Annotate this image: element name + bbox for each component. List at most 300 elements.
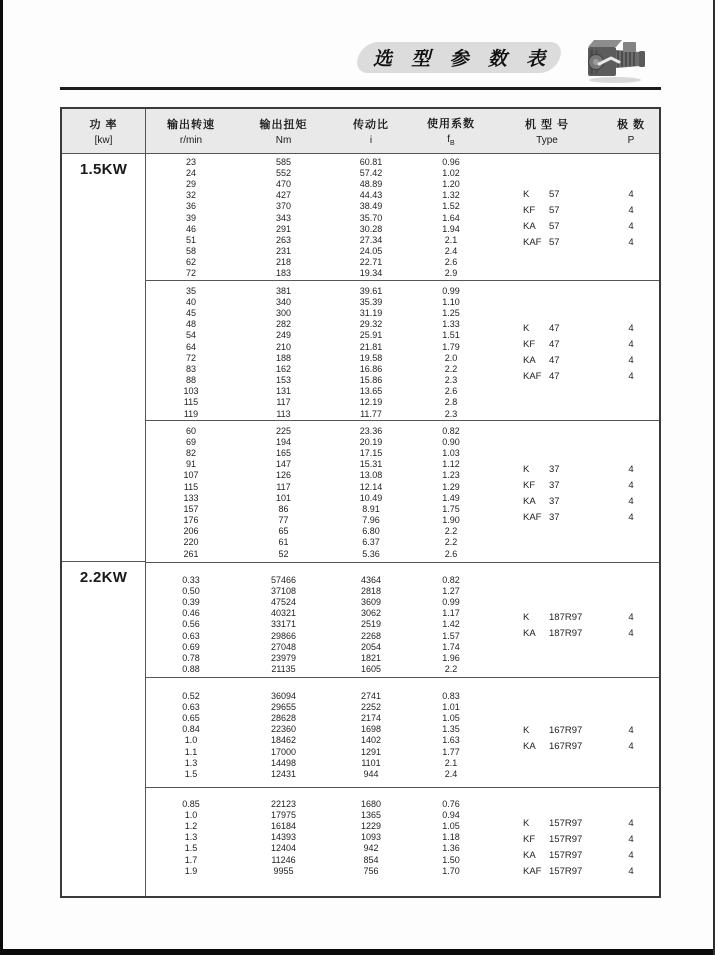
- output-speed-cell: 220: [183, 537, 199, 548]
- output-speed-cell: 115: [183, 481, 199, 492]
- ratio-cell: 35.39: [359, 296, 383, 307]
- header-rule: [60, 87, 661, 90]
- output-speed-cell: 72: [185, 352, 196, 363]
- output-torque-cell: 194: [275, 436, 292, 447]
- service-factor-cell: 1.05: [442, 820, 460, 831]
- output-speed-cell: 1.3: [184, 832, 198, 843]
- ratio-cell: 6.80: [362, 526, 380, 537]
- output-torque-cell: 27048: [270, 641, 297, 652]
- model-type-cell: KA 157R97: [523, 849, 583, 861]
- header-output-speed: 输出转速 r/min: [167, 119, 215, 146]
- service-factor-cell: 2.6: [444, 548, 458, 559]
- ratio-column: [331, 425, 411, 562]
- poles-column: [603, 425, 659, 562]
- model-type-cell: KAF 47: [523, 371, 560, 382]
- output-torque-cell: 12404: [270, 843, 297, 854]
- output-torque-cell: 29655: [270, 701, 297, 712]
- output-torque-cell: 65: [278, 526, 289, 537]
- ratio-cell: 756: [363, 865, 379, 876]
- output-speed-cell: 91: [185, 459, 196, 470]
- output-torque-cell: 340: [275, 296, 292, 307]
- output-torque-cell: 585: [275, 156, 292, 167]
- output-speed-cell: 39: [185, 212, 196, 223]
- service-factor-cell: 0.90: [442, 436, 460, 447]
- output-torque-cell: 113: [276, 408, 291, 419]
- output-speed-cell: 0.33: [182, 574, 200, 585]
- ratio-cell: 7.96: [362, 515, 380, 526]
- ratio-cell: 1229: [360, 820, 382, 831]
- ratio-cell: 11.77: [360, 408, 382, 419]
- ratio-cell: 1402: [360, 735, 382, 746]
- output-speed-column: [146, 285, 236, 420]
- output-speed-cell: 0.78: [182, 652, 200, 663]
- service-factor-cell: 1.79: [442, 341, 460, 352]
- service-factor-cell: 1.05: [442, 712, 460, 723]
- poles-cell: 4: [628, 236, 634, 248]
- ratio-cell: 24.05: [359, 246, 383, 257]
- output-torque-cell: 183: [275, 268, 292, 279]
- ratio-cell: 10.49: [359, 492, 383, 503]
- service-factor-cell: 2.8: [444, 397, 458, 408]
- service-factor-cell: 1.10: [442, 296, 460, 307]
- service-factor-cell: 1.74: [442, 641, 460, 652]
- service-factor-cell: 0.94: [442, 809, 460, 820]
- service-factor-cell: 2.1: [444, 757, 458, 768]
- output-speed-cell: 1.5: [184, 843, 198, 854]
- ratio-cell: 8.91: [362, 503, 380, 514]
- service-factor-cell: 1.01: [442, 701, 460, 712]
- service-factor-cell: 2.2: [444, 526, 458, 537]
- output-speed-cell: 60: [185, 425, 196, 436]
- service-factor-cell: 1.23: [442, 470, 460, 481]
- service-factor-cell: 2.4: [444, 768, 458, 779]
- output-torque-cell: 300: [275, 307, 292, 318]
- ratio-cell: 39.61: [359, 285, 383, 296]
- output-speed-cell: 40: [185, 296, 196, 307]
- poles-cell: 4: [628, 371, 634, 382]
- model-type-cell: K 37: [523, 464, 560, 475]
- poles-cell: 4: [628, 204, 634, 216]
- output-speed-cell: 32: [185, 190, 196, 201]
- output-speed-cell: 0.84: [182, 724, 200, 735]
- poles-cell: 4: [628, 323, 634, 334]
- service-factor-cell: 2.6: [444, 257, 458, 268]
- service-factor-cell: 1.12: [442, 459, 460, 470]
- output-torque-cell: 22360: [270, 724, 297, 735]
- output-torque-column: [236, 425, 331, 562]
- ratio-cell: 20.19: [359, 436, 383, 447]
- poles-cell: 4: [628, 339, 634, 350]
- ratio-cell: 1365: [360, 809, 382, 820]
- service-factor-cell: 1.50: [442, 854, 460, 865]
- scan-edge-left: [0, 0, 3, 955]
- ratio-column: [331, 798, 411, 896]
- output-torque-cell: 77: [278, 515, 289, 526]
- ratio-cell: 27.34: [359, 234, 383, 245]
- output-torque-cell: 291: [275, 223, 292, 234]
- output-torque-cell: 147: [275, 459, 292, 470]
- output-torque-cell: 52: [278, 548, 289, 559]
- model-type-cell: KF 37: [523, 480, 560, 491]
- output-torque-column: [236, 690, 331, 787]
- page-title: 选 型 参 数 表: [372, 49, 553, 70]
- output-speed-cell: 0.88: [182, 664, 200, 675]
- output-speed-cell: 0.50: [182, 585, 200, 596]
- service-factor-cell: 1.57: [442, 630, 460, 641]
- poles-cell: 4: [628, 817, 634, 829]
- output-speed-cell: 48: [185, 319, 196, 330]
- model-type-cell: KF 157R97: [523, 833, 583, 845]
- output-torque-cell: 231: [275, 246, 292, 257]
- output-speed-cell: 51: [185, 234, 196, 245]
- model-type-column: [491, 285, 603, 420]
- service-factor-cell: 2.6: [444, 386, 458, 397]
- poles-column: [603, 156, 659, 280]
- output-torque-cell: 9955: [273, 865, 294, 876]
- poles-cell: 4: [628, 628, 634, 639]
- ratio-cell: 1698: [360, 724, 382, 735]
- output-torque-cell: 126: [275, 470, 292, 481]
- service-factor-column: [411, 285, 491, 420]
- service-factor-cell: 1.49: [442, 492, 460, 503]
- output-speed-cell: 0.63: [182, 701, 200, 712]
- selection-parameter-table: [60, 107, 661, 898]
- output-torque-cell: 86: [278, 503, 289, 514]
- header-poles: 极 数 P: [616, 119, 646, 146]
- service-factor-cell: 1.17: [442, 608, 460, 619]
- service-factor-cell: 1.42: [442, 619, 460, 630]
- ratio-cell: 1605: [360, 664, 382, 675]
- ratio-cell: 1093: [360, 832, 382, 843]
- output-torque-cell: 33171: [270, 619, 297, 630]
- output-torque-cell: 153: [275, 375, 292, 386]
- service-factor-cell: 1.27: [442, 585, 460, 596]
- table-block-k167r97: [146, 677, 659, 787]
- service-factor-cell: 1.25: [442, 307, 460, 318]
- output-torque-cell: 370: [275, 201, 292, 212]
- output-speed-cell: 0.65: [182, 712, 200, 723]
- service-factor-cell: 2.1: [444, 234, 458, 245]
- ratio-cell: 2174: [360, 712, 382, 723]
- output-torque-cell: 29866: [270, 630, 297, 641]
- ratio-cell: 23.36: [359, 425, 383, 436]
- service-factor-cell: 2.2: [444, 537, 458, 548]
- poles-cell: 4: [628, 220, 634, 232]
- service-factor-cell: 2.3: [444, 375, 458, 386]
- service-factor-cell: 1.20: [442, 178, 460, 189]
- output-speed-cell: 1.3: [184, 757, 198, 768]
- output-torque-cell: 36094: [270, 690, 297, 701]
- output-speed-cell: 35: [185, 285, 196, 296]
- output-torque-cell: 552: [275, 167, 292, 178]
- output-speed-cell: 261: [183, 548, 199, 559]
- output-speed-cell: 1.1: [184, 746, 198, 757]
- power-section-1: [62, 154, 145, 562]
- output-torque-cell: 427: [275, 190, 292, 201]
- ratio-cell: 30.28: [359, 223, 383, 234]
- output-speed-cell: 133: [183, 492, 199, 503]
- service-factor-cell: 1.29: [442, 481, 460, 492]
- output-torque-cell: 12431: [270, 768, 297, 779]
- title-banner: [353, 42, 565, 73]
- power-label: 2.2KW: [79, 569, 128, 586]
- ratio-cell: 12.14: [359, 481, 383, 492]
- ratio-cell: 29.32: [359, 319, 383, 330]
- ratio-cell: 2054: [360, 641, 382, 652]
- output-speed-column: [146, 798, 236, 896]
- poles-cell: 4: [628, 480, 634, 491]
- output-speed-cell: 1.9: [184, 865, 198, 876]
- output-speed-cell: 46: [185, 223, 196, 234]
- output-torque-cell: 249: [275, 330, 292, 341]
- model-type-cell: K 57: [523, 188, 560, 200]
- service-factor-cell: 2.9: [444, 268, 458, 279]
- output-torque-cell: 14498: [270, 757, 297, 768]
- service-factor-cell: 1.52: [442, 201, 460, 212]
- ratio-cell: 22.71: [359, 257, 383, 268]
- service-factor-column: [411, 690, 491, 787]
- output-torque-cell: 18462: [270, 735, 297, 746]
- ratio-cell: 44.43: [359, 190, 383, 201]
- output-torque-cell: 470: [275, 178, 292, 189]
- scan-edge-bottom: [0, 949, 715, 955]
- output-speed-cell: 103: [183, 386, 199, 397]
- output-torque-cell: 162: [275, 363, 292, 374]
- model-type-cell: KAF 57: [523, 236, 560, 248]
- output-torque-cell: 16184: [270, 820, 297, 831]
- model-type-cell: KA 37: [523, 496, 560, 507]
- ratio-cell: 17.15: [359, 447, 383, 458]
- output-torque-cell: 37108: [270, 585, 297, 596]
- ratio-cell: 25.91: [359, 330, 383, 341]
- output-speed-cell: 206: [183, 526, 199, 537]
- model-type-cell: KA 167R97: [523, 741, 583, 752]
- ratio-cell: 1101: [361, 757, 381, 768]
- service-factor-cell: 1.33: [442, 319, 460, 330]
- model-type-cell: K 157R97: [523, 817, 583, 829]
- service-factor-cell: 1.90: [442, 515, 460, 526]
- output-speed-cell: 83: [185, 363, 196, 374]
- output-speed-cell: 176: [183, 515, 199, 526]
- ratio-cell: 944: [363, 768, 379, 779]
- output-torque-cell: 22123: [270, 798, 297, 809]
- service-factor-cell: 2.4: [444, 246, 458, 257]
- output-torque-cell: 210: [275, 341, 292, 352]
- output-torque-cell: 188: [275, 352, 292, 363]
- table-block-k187r97: [146, 562, 659, 677]
- output-speed-cell: 1.0: [184, 809, 198, 820]
- output-torque-cell: 21135: [271, 664, 296, 675]
- header-model-type: 机 型 号 Type: [524, 119, 570, 146]
- output-torque-cell: 117: [276, 397, 291, 408]
- service-factor-column: [411, 574, 491, 677]
- ratio-cell: 13.65: [359, 386, 383, 397]
- ratio-cell: 19.58: [359, 352, 383, 363]
- service-factor-column: [411, 425, 491, 562]
- ratio-cell: 2818: [360, 585, 382, 596]
- header-power: 功 率 [kw]: [62, 109, 146, 153]
- data-column: [146, 154, 659, 896]
- output-speed-cell: 0.52: [182, 690, 200, 701]
- ratio-cell: 15.86: [359, 375, 383, 386]
- ratio-cell: 16.86: [359, 363, 383, 374]
- ratio-cell: 4364: [360, 574, 382, 585]
- service-factor-cell: 0.99: [442, 596, 460, 607]
- header-ratio: 传动比 i: [353, 119, 389, 146]
- output-speed-cell: 0.46: [182, 608, 200, 619]
- output-torque-column: [236, 156, 331, 280]
- ratio-cell: 13.08: [359, 470, 383, 481]
- poles-cell: 4: [628, 849, 634, 861]
- service-factor-cell: 1.64: [442, 212, 460, 223]
- output-speed-column: [146, 690, 236, 787]
- output-torque-cell: 225: [275, 425, 292, 436]
- service-factor-cell: 2.2: [444, 363, 458, 374]
- output-torque-cell: 117: [276, 481, 291, 492]
- ratio-cell: 854: [363, 854, 379, 865]
- output-torque-cell: 23979: [270, 652, 297, 663]
- poles-cell: 4: [628, 865, 634, 877]
- output-speed-cell: 72: [185, 268, 196, 279]
- service-factor-cell: 1.63: [442, 735, 460, 746]
- service-factor-cell: 2.2: [444, 664, 458, 675]
- ratio-cell: 1291: [360, 746, 382, 757]
- service-factor-column: [411, 798, 491, 896]
- output-torque-cell: 61: [278, 537, 289, 548]
- output-speed-cell: 107: [183, 470, 199, 481]
- output-speed-cell: 54: [185, 330, 196, 341]
- model-type-cell: KA 187R97: [523, 628, 583, 639]
- ratio-cell: 60.81: [359, 156, 383, 167]
- ratio-cell: 15.31: [359, 459, 383, 470]
- model-type-cell: K 187R97: [523, 612, 583, 623]
- header-service-factor: 使用系数 $f_B$: [427, 118, 475, 147]
- service-factor-column: [411, 156, 491, 280]
- model-type-cell: KA 57: [523, 220, 560, 232]
- ratio-cell: 6.37: [362, 537, 380, 548]
- power-section-2: [62, 562, 145, 896]
- service-factor-cell: 1.18: [442, 832, 460, 843]
- ratio-cell: 2268: [360, 630, 382, 641]
- service-factor-cell: 0.83: [442, 690, 460, 701]
- output-speed-cell: 0.69: [182, 641, 200, 652]
- model-type-column: [491, 574, 603, 677]
- model-type-column: [491, 690, 603, 787]
- model-type-cell: KF 47: [523, 339, 560, 350]
- output-speed-cell: 0.63: [182, 630, 200, 641]
- service-factor-cell: 1.36: [442, 843, 460, 854]
- output-speed-cell: 64: [185, 341, 196, 352]
- output-speed-cell: 0.56: [182, 619, 200, 630]
- poles-cell: 4: [628, 496, 634, 507]
- ratio-cell: 19.34: [359, 268, 383, 279]
- ratio-cell: 57.42: [359, 167, 383, 178]
- output-speed-cell: 1.5: [184, 768, 198, 779]
- output-torque-column: [236, 798, 331, 896]
- table-block-k47: [146, 280, 659, 420]
- output-speed-column: [146, 156, 236, 280]
- model-type-column: [491, 425, 603, 562]
- poles-cell: 4: [628, 512, 634, 523]
- service-factor-cell: 1.94: [442, 223, 460, 234]
- service-factor-cell: 1.77: [442, 746, 460, 757]
- poles-cell: 4: [628, 188, 634, 200]
- ratio-column: [331, 574, 411, 677]
- service-factor-cell: 2.3: [444, 408, 458, 419]
- table-block-k57: [146, 154, 659, 280]
- service-factor-cell: 1.35: [442, 724, 460, 735]
- ratio-cell: 1680: [360, 798, 382, 809]
- service-factor-cell: 0.82: [442, 425, 460, 436]
- model-type-column: [491, 156, 603, 280]
- ratio-column: [331, 156, 411, 280]
- service-factor-cell: 1.70: [442, 865, 460, 876]
- table-header-row: [62, 109, 659, 154]
- output-torque-cell: 282: [275, 319, 292, 330]
- output-speed-cell: 58: [185, 246, 196, 257]
- service-factor-cell: 1.96: [442, 652, 460, 663]
- output-speed-cell: 29: [185, 178, 196, 189]
- service-factor-cell: 1.02: [442, 167, 460, 178]
- output-speed-cell: 82: [185, 447, 196, 458]
- ratio-cell: 38.49: [359, 201, 383, 212]
- poles-column: [603, 285, 659, 420]
- output-torque-cell: 165: [275, 447, 292, 458]
- ratio-column: [331, 690, 411, 787]
- model-type-cell: K 47: [523, 323, 560, 334]
- table-body: [62, 154, 659, 896]
- power-label: 1.5KW: [79, 161, 128, 178]
- poles-cell: 4: [628, 833, 634, 845]
- output-torque-cell: 11246: [271, 854, 296, 865]
- output-speed-cell: 1.2: [184, 820, 198, 831]
- ratio-cell: 48.89: [359, 178, 383, 189]
- output-torque-cell: 47524: [270, 596, 297, 607]
- output-speed-cell: 88: [185, 375, 196, 386]
- ratio-cell: 35.70: [359, 212, 383, 223]
- model-type-cell: KA 47: [523, 355, 560, 366]
- table-block-k157r97: [146, 787, 659, 896]
- service-factor-cell: 0.96: [442, 156, 460, 167]
- output-speed-cell: 1.0: [184, 735, 198, 746]
- output-torque-cell: 101: [275, 492, 292, 503]
- poles-column: [603, 798, 659, 896]
- output-torque-column: [236, 574, 331, 677]
- output-torque-cell: 28628: [270, 712, 297, 723]
- output-speed-column: [146, 574, 236, 677]
- poles-cell: 4: [628, 725, 634, 736]
- ratio-cell: 942: [363, 843, 379, 854]
- ratio-cell: 2741: [360, 690, 382, 701]
- ratio-cell: 21.81: [359, 341, 383, 352]
- output-speed-cell: 62: [185, 257, 196, 268]
- output-torque-cell: 17000: [270, 746, 297, 757]
- header-output-torque: 输出扭矩 Nm: [259, 119, 308, 146]
- output-speed-cell: 23: [185, 156, 196, 167]
- service-factor-cell: 0.82: [442, 574, 460, 585]
- poles-cell: 4: [628, 612, 634, 623]
- ratio-cell: 2519: [360, 619, 382, 630]
- service-factor-cell: 1.75: [442, 503, 460, 514]
- gearmotor-photo-icon: [583, 34, 649, 86]
- output-torque-cell: 263: [275, 234, 292, 245]
- model-type-cell: KAF 157R97: [523, 865, 583, 877]
- output-torque-cell: 57466: [270, 574, 297, 585]
- output-speed-cell: 36: [185, 201, 196, 212]
- model-type-column: [491, 798, 603, 896]
- output-torque-cell: 381: [275, 285, 292, 296]
- output-speed-cell: 157: [183, 503, 199, 514]
